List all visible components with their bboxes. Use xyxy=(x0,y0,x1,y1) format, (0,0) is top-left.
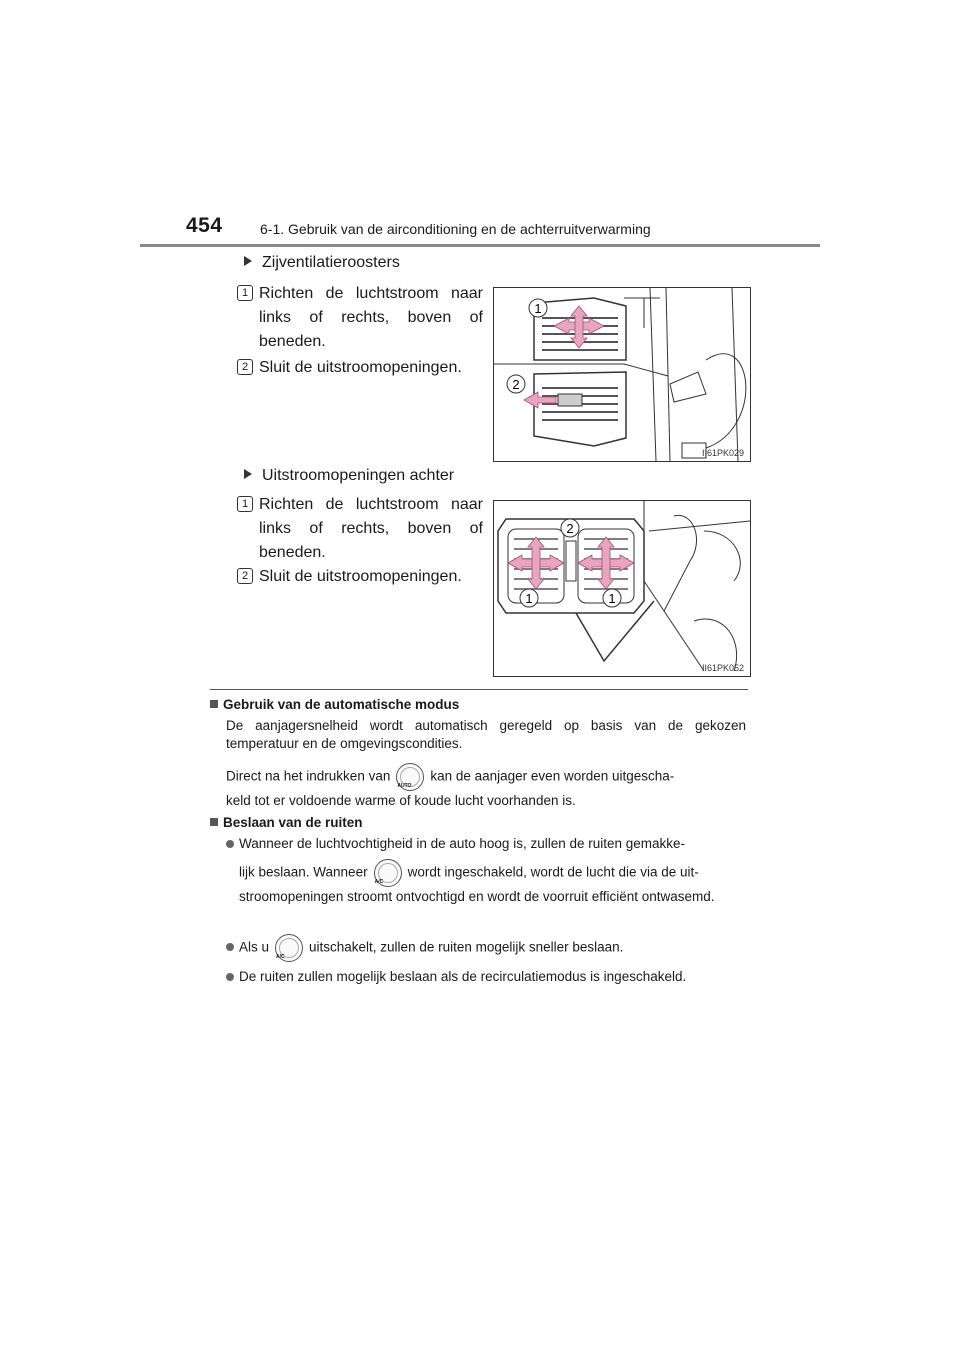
note-paragraph: De aanjagersnelheid wordt automatisch geregeld op basis van de gekozen temperatuur en de omgevingscondities. xyxy=(226,718,746,751)
figure-label: 1 xyxy=(608,591,616,606)
ac-button-icon: A/C xyxy=(374,859,402,887)
note-bullet: Als u A/C uitschakelt, zullen de ruiten mogelijk sneller beslaan. xyxy=(226,934,746,962)
figure-code: II61PK052 xyxy=(701,663,744,673)
step-item: 1 Richten de luchtstroom naar links of rechts, boven of beneden. xyxy=(237,493,483,565)
note-heading-auto-mode: Gebruik van de automatische modus xyxy=(210,697,459,712)
note-bullet: De ruiten zullen mogelijk beslaan als de recirculatiemodus is ingeschakeld. xyxy=(226,968,746,986)
note-bullet-continued: lijk beslaan. Wanneer A/C wordt ingeschakeld, wordt de lucht die via de uit- xyxy=(226,859,746,887)
note-paragraph: Direct na het indrukken van AUTO kan de aanjager even worden uitgescha- xyxy=(226,763,746,791)
section-title-side-vents: Zijventilatieroosters xyxy=(244,254,400,272)
triangle-bullet-icon xyxy=(244,256,252,266)
step-item: 1 Richten de luchtstroom naar links of rechts, boven of beneden. xyxy=(237,282,483,354)
bullet-dot-icon xyxy=(226,973,234,981)
note-bullet-continued: stroomopeningen stroomt ontvochtigd en wordt de voorruit efficiënt ontwasemd. xyxy=(239,889,715,904)
figure-side-vents xyxy=(493,287,751,462)
chapter-title: 6-1. Gebruik van de airconditioning en de achterruitverwarming xyxy=(260,221,651,237)
auto-button-icon: AUTO xyxy=(396,763,424,791)
bullet-dot-icon xyxy=(226,943,234,951)
note-paragraph: keld tot er voldoende warme of koude lucht voorhanden is. xyxy=(226,793,576,808)
page-header xyxy=(140,214,820,248)
figure-label: 1 xyxy=(525,591,533,606)
square-bullet-icon xyxy=(210,818,218,826)
figure-code: II61PK029 xyxy=(701,448,744,458)
figure-label: 1 xyxy=(534,301,542,316)
square-bullet-icon xyxy=(210,700,218,708)
bullet-dot-icon xyxy=(226,840,234,848)
figure-label: 2 xyxy=(566,521,574,536)
figure-rear-vents xyxy=(493,500,751,677)
side-vents-illustration xyxy=(494,288,750,461)
page-number: 454 xyxy=(186,214,223,237)
note-heading-fogging: Beslaan van de ruiten xyxy=(210,815,363,830)
ac-button-icon: A/C xyxy=(275,934,303,962)
step-item: 2 Sluit de uitstroomopeningen. xyxy=(237,356,483,380)
note-bullet: Wanneer de luchtvochtigheid in de auto hoog is, zullen de ruiten gemakke- xyxy=(226,835,746,853)
section-title-rear-vents: Uitstroomopeningen achter xyxy=(244,467,454,485)
notes-divider xyxy=(210,689,748,690)
header-divider xyxy=(140,244,820,247)
rear-vents-illustration xyxy=(494,501,750,676)
step-item: 2 Sluit de uitstroomopeningen. xyxy=(237,565,483,589)
figure-label: 2 xyxy=(512,377,520,392)
triangle-bullet-icon xyxy=(244,469,252,479)
